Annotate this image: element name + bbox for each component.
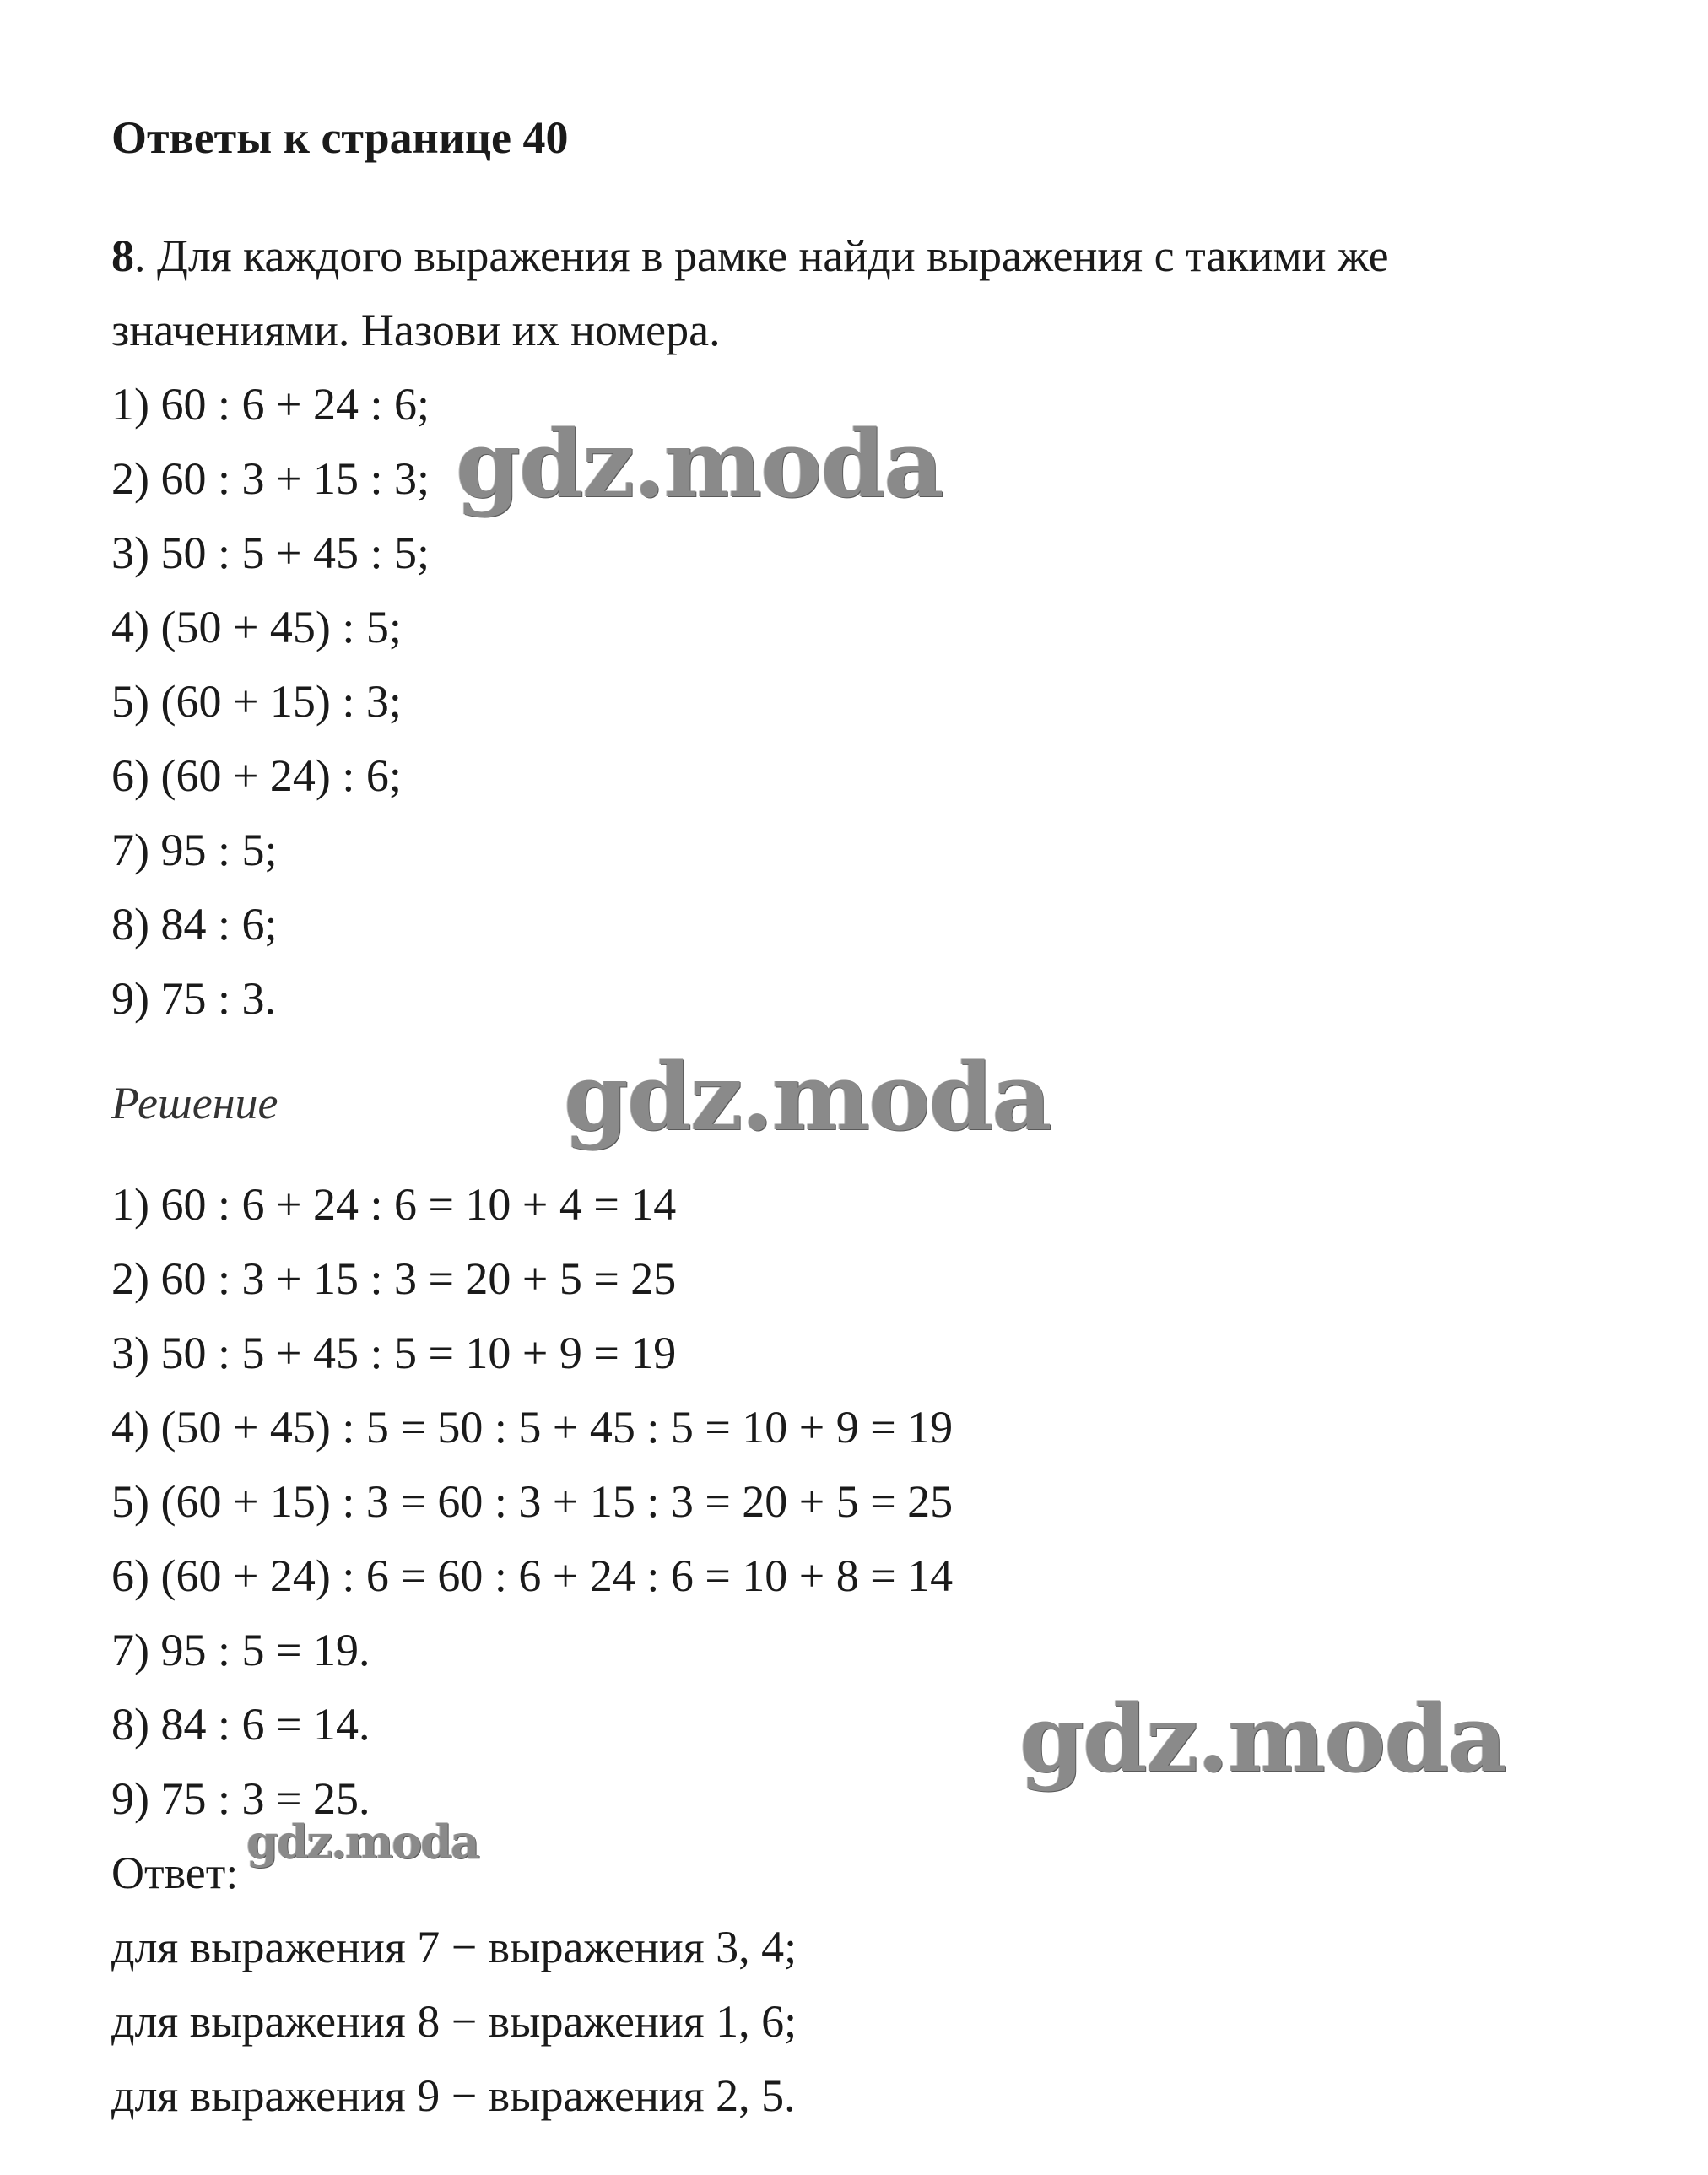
expression-item: 2) 60 : 3 + 15 : 3; (111, 453, 430, 504)
solution-item: 5) (60 + 15) : 3 = 60 : 3 + 15 : 3 = 20 + 5 = 25 (111, 1476, 954, 1527)
expression-item: 6) (60 + 24) : 6; (111, 750, 402, 801)
watermark-logo: gdz.moda (246, 1815, 478, 1869)
expression-item: 1) 60 : 6 + 24 : 6; (111, 379, 430, 430)
watermark-logo: gdz.moda (456, 409, 943, 518)
solution-item: 2) 60 : 3 + 15 : 3 = 20 + 5 = 25 (111, 1253, 677, 1304)
task-number: 8 (111, 230, 134, 281)
page-title: Ответы к странице 40 (111, 112, 569, 163)
expression-item: 8) 84 : 6; (111, 899, 278, 950)
solution-heading: Решение (111, 1078, 278, 1128)
watermark-logo: gdz.moda (1019, 1684, 1506, 1793)
expression-item: 3) 50 : 5 + 45 : 5; (111, 528, 430, 578)
task-text-1: . Для каждого выражения в рамке найди выражения с такими же (134, 230, 1389, 281)
answer-heading: Ответ: (111, 1848, 239, 1898)
answer-item: для выражения 8 − выражения 1, 6; (111, 1996, 797, 2047)
solution-item: 9) 75 : 3 = 25. (111, 1773, 370, 1824)
solution-item: 7) 95 : 5 = 19. (111, 1625, 370, 1675)
task-statement-line-1 (111, 226, 1389, 285)
answer-item: для выражения 7 − выражения 3, 4; (111, 1922, 797, 1972)
answer-item: для выражения 9 − выражения 2, 5. (111, 2070, 796, 2121)
expression-item: 5) (60 + 15) : 3; (111, 676, 402, 727)
expression-item: 9) 75 : 3. (111, 973, 276, 1024)
solution-item: 8) 84 : 6 = 14. (111, 1699, 370, 1750)
watermark-logo: gdz.moda (564, 1042, 1051, 1151)
task-statement-line-2: значениями. Назови их номера. (111, 305, 721, 355)
solution-item: 6) (60 + 24) : 6 = 60 : 6 + 24 : 6 = 10 + 8 = 14 (111, 1550, 954, 1601)
expression-item: 4) (50 + 45) : 5; (111, 602, 402, 652)
expression-item: 7) 95 : 5; (111, 825, 278, 875)
solution-item: 3) 50 : 5 + 45 : 5 = 10 + 9 = 19 (111, 1328, 677, 1378)
solution-item: 4) (50 + 45) : 5 = 50 : 5 + 45 : 5 = 10 + 9 = 19 (111, 1402, 954, 1453)
solution-item: 1) 60 : 6 + 24 : 6 = 10 + 4 = 14 (111, 1179, 677, 1230)
